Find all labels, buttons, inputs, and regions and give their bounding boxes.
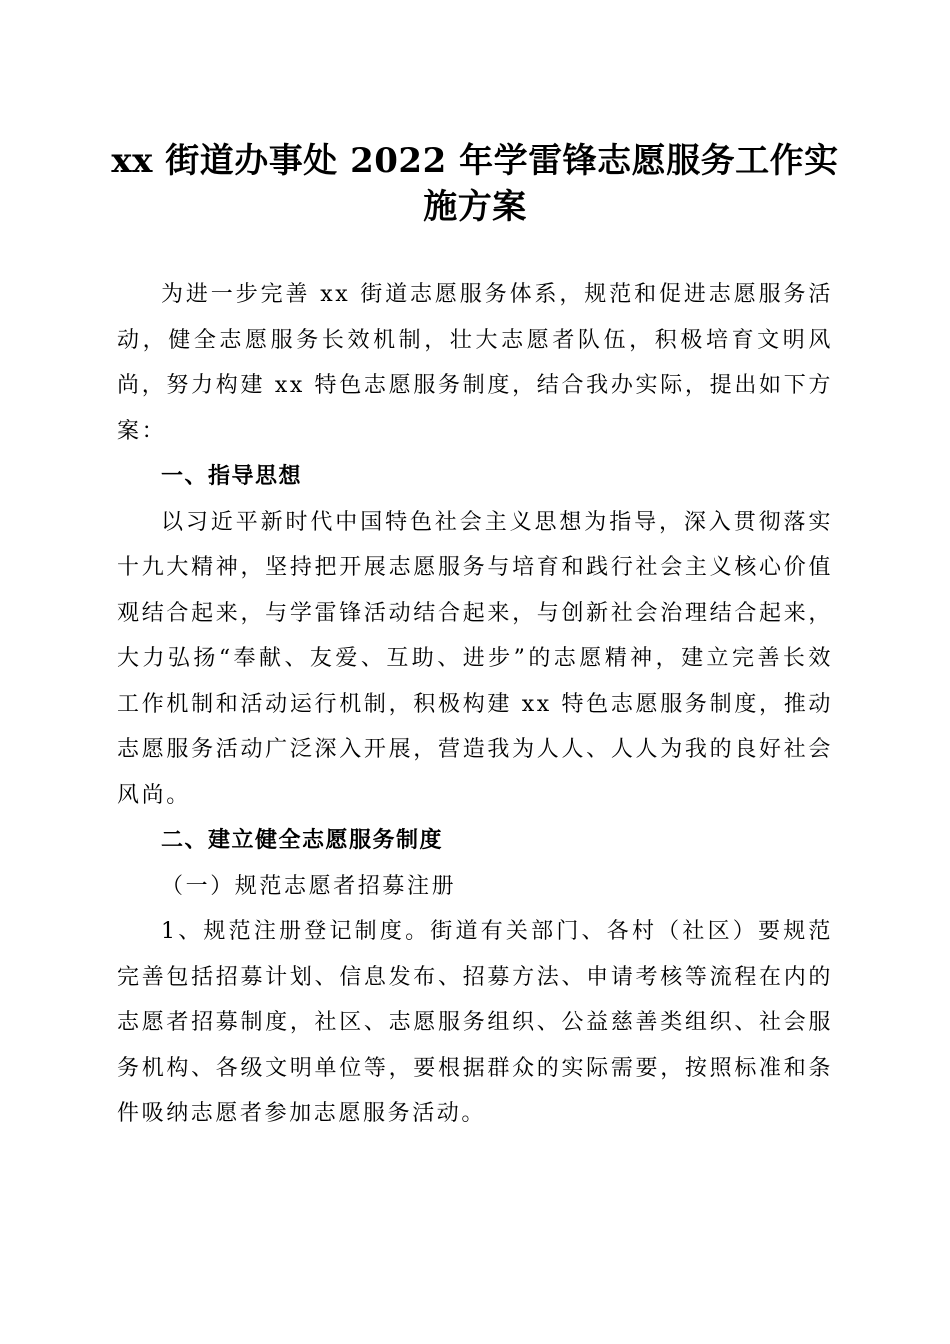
document-title-line-1: xx 街道办事处 2022 年学雷锋志愿服务工作实 [111, 141, 839, 181]
document-body [117, 272, 833, 1137]
guiding-thought-paragraph: 以习近平新时代中国特色社会主义思想为指导，深入贯彻落实十九大精神，坚持把开展志愿服务与培育和践行社会主义核心价值观结合起来，与学雷锋活动结合起来，与创新社会治理结合起来，大力弘扬“奉献、友爱、互助、进步”的志愿精神，建立完善长效工作机制和活动运行机制，积极构建 xx 特色志愿服务制度，推动志愿服务活动广泛深入开展，营造我为人人、人人为我的良好社会风尚。 [117, 509, 833, 808]
section-heading-system: 二、建立健全志愿服务制度 [161, 828, 444, 853]
document-title-line-2: 施方案 [423, 187, 527, 227]
registration-paragraph: 1、规范注册登记制度。街道有关部门、各村（社区）要规范完善包括招募计划、信息发布、招募方法、申请考核等流程在内的志愿者招募制度，社区、志愿服务组织、公益慈善类组织、社会服务机构、各级文明单位等，要根据群众的实际需要，按照标准和条件吸纳志愿者参加志愿服务活动。 [117, 919, 833, 1126]
subsection-heading-recruitment: （一）规范志愿者招募注册 [161, 873, 457, 899]
section-heading-guiding-thought: 一、指导思想 [161, 464, 303, 489]
intro-paragraph: 为进一步完善 xx 街道志愿服务体系，规范和促进志愿服务活动，健全志愿服务长效机制，壮大志愿者队伍，积极培育文明风尚，努力构建 xx 特色志愿服务制度，结合我办实际，提出如下方案： [117, 282, 833, 444]
